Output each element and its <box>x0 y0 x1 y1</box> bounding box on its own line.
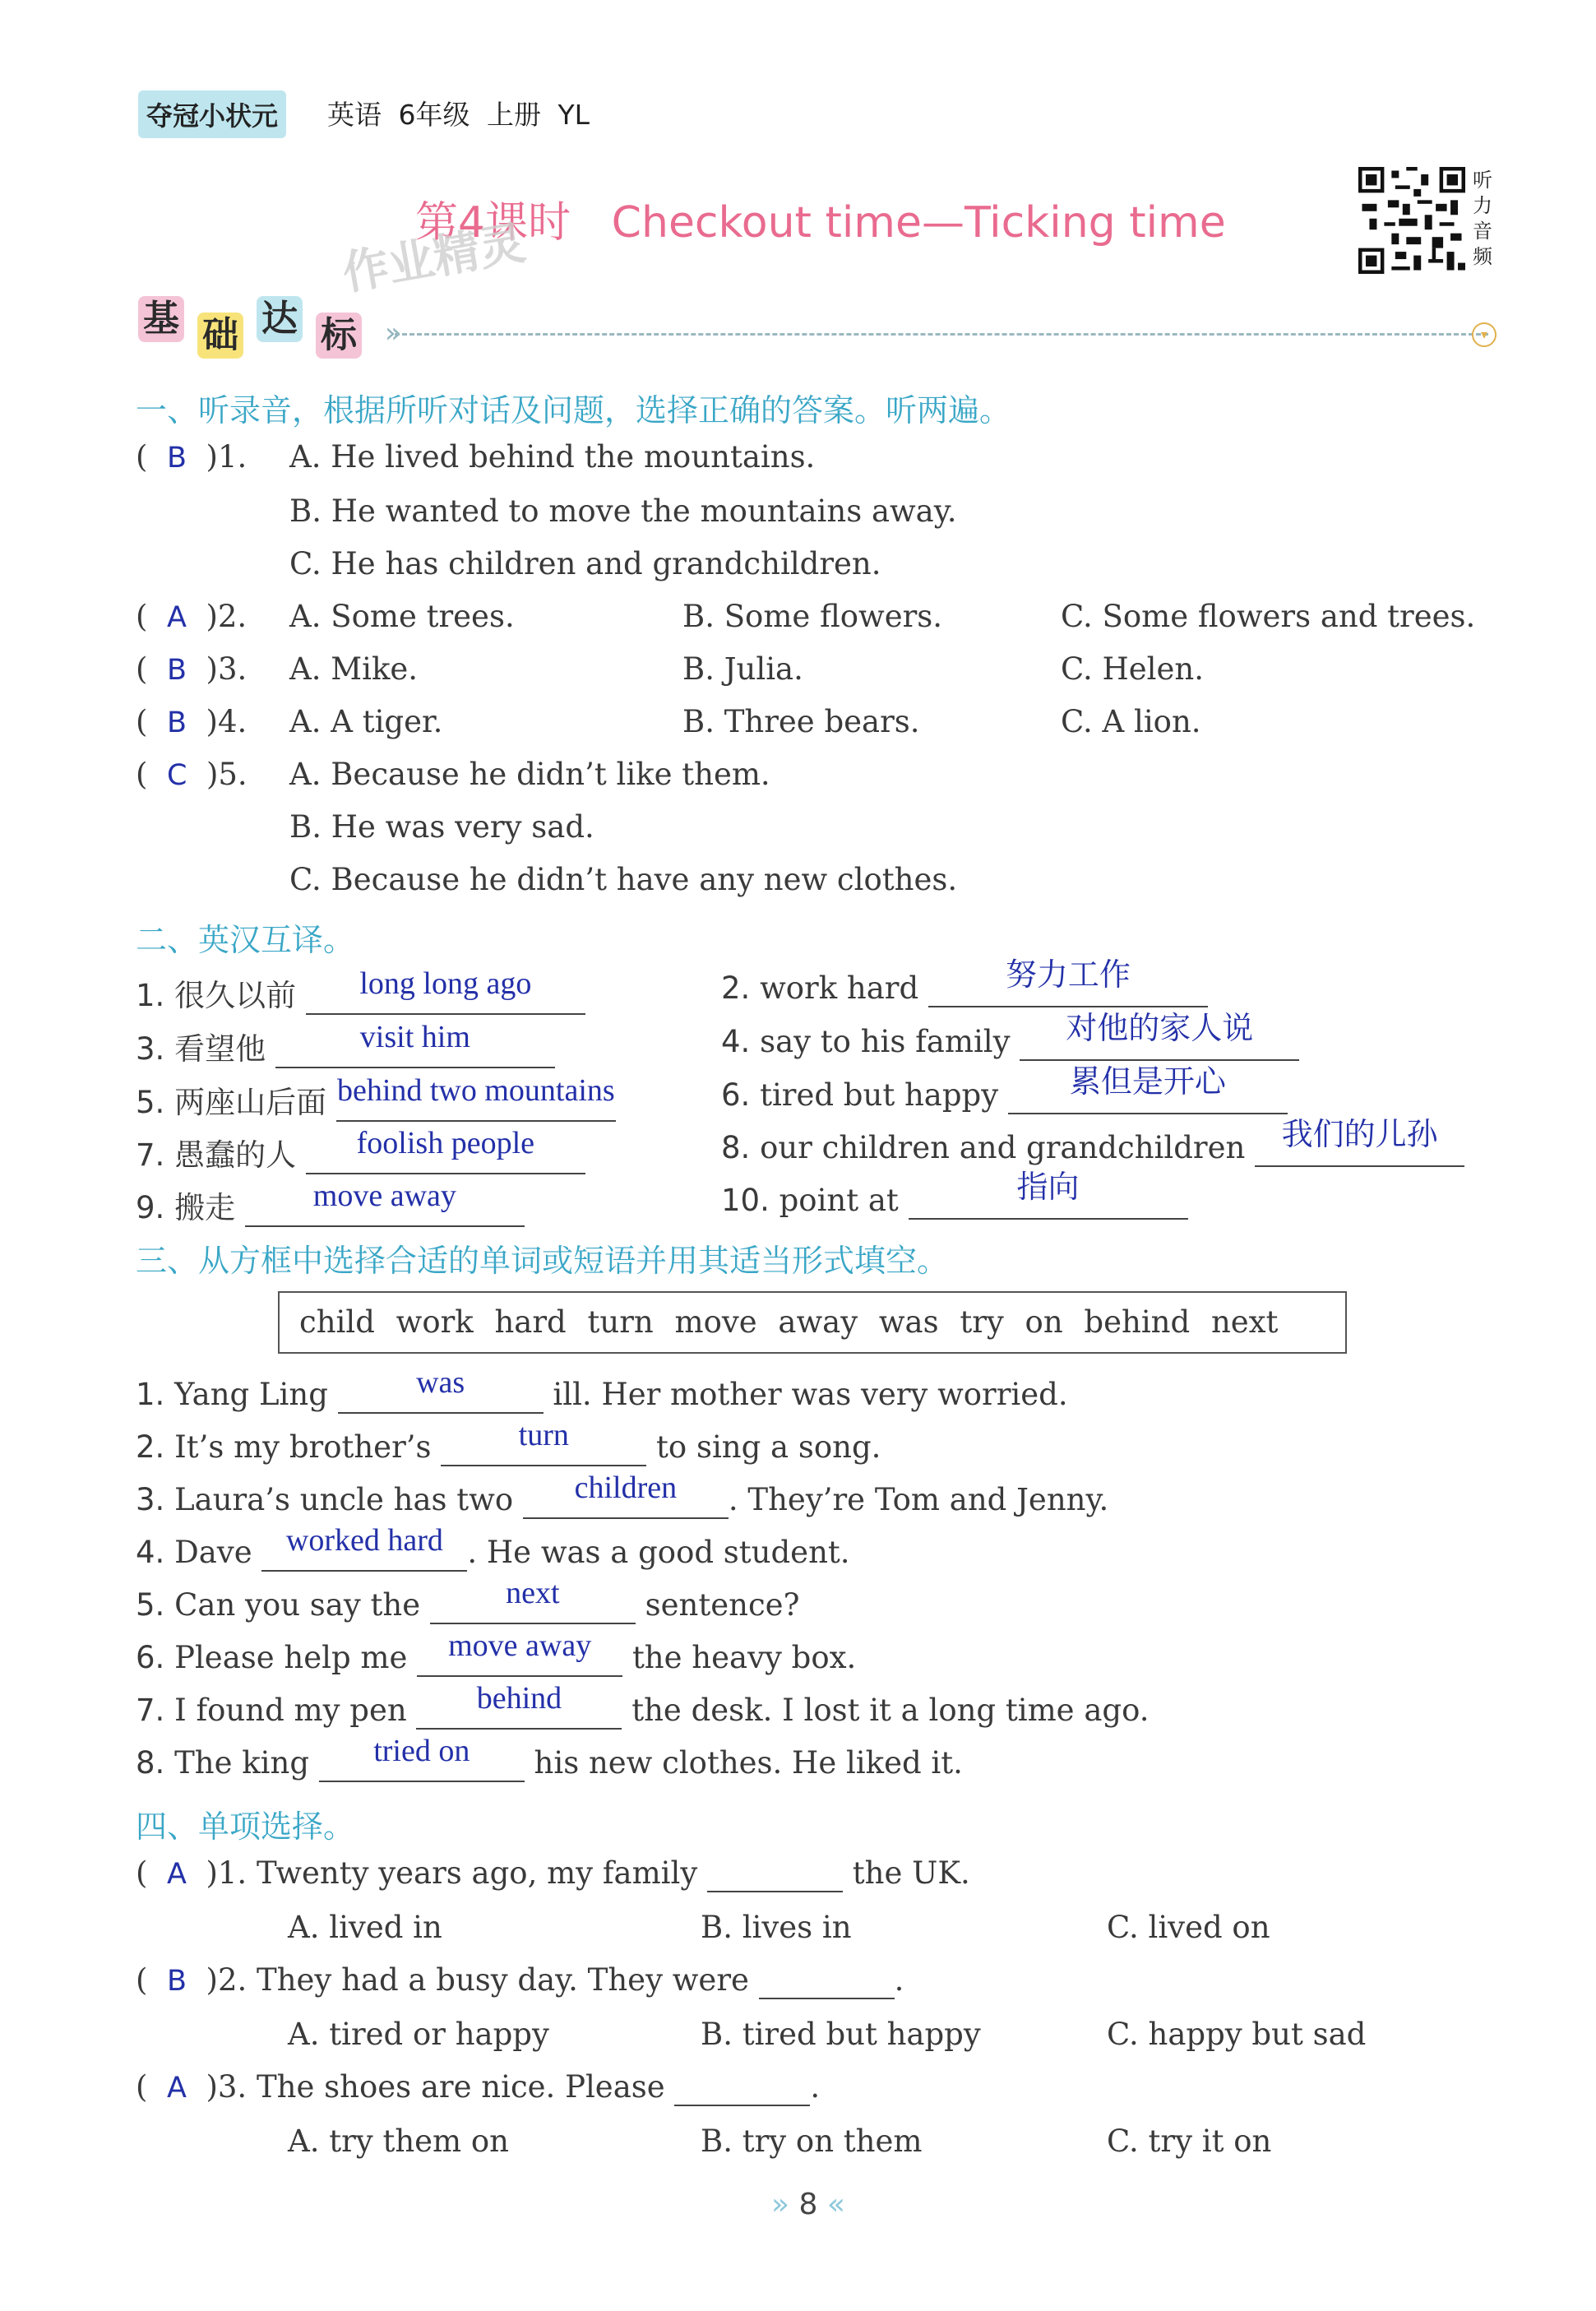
s2-item7: 7. 愚蠢的人 foolish people <box>136 1130 585 1174</box>
banner-char: 础 <box>197 313 243 359</box>
option: A. try them on <box>288 2123 510 2159</box>
option: B. He wanted to move the mountains away. <box>289 493 957 529</box>
audio-label-char: 力 <box>1473 194 1492 217</box>
s2-item3: 3. 看望他 visit him <box>136 1024 555 1068</box>
s3-item8: 8. The king tried on his new clothes. He liked it. <box>136 1734 963 1781</box>
option: B. try on them <box>701 2123 923 2159</box>
section4-heading: 四、单项选择。 <box>136 1809 355 1845</box>
s1-item5: ( C )5. <box>136 757 247 792</box>
qr-code-icon[interactable] <box>1358 167 1465 274</box>
banner-divider <box>395 333 1488 336</box>
option: C. A lion. <box>1061 704 1201 739</box>
s2-item9: 9. 搬走 move away <box>136 1183 525 1227</box>
watermark: 作业精灵 <box>338 215 530 301</box>
page-number-value: 8 <box>798 2188 818 2221</box>
s3-item6: 6. Please help me move away the heavy box. <box>136 1628 857 1675</box>
item-number: )5. <box>206 757 247 792</box>
answer-blank[interactable]: turn <box>441 1429 646 1466</box>
answer-choice: B <box>166 654 187 687</box>
option: B. Some flowers. <box>682 599 943 634</box>
option: C. He has children and grandchildren. <box>289 546 881 581</box>
option: C. Because he didn’t have any new clothes. <box>289 862 958 897</box>
item-number: )4. <box>206 704 247 739</box>
option: C. try it on <box>1107 2123 1272 2159</box>
answer-choice: A <box>166 601 187 634</box>
s2-item6: 6. tired but happy 累但是开心 <box>721 1077 1288 1114</box>
answer-blank[interactable]: long long ago <box>306 978 585 1015</box>
section3-heading: 三、从方框中选择合适的单词或短语并用其适当形式填空。 <box>136 1243 949 1279</box>
answer-blank[interactable] <box>674 2069 810 2106</box>
section2-heading: 二、英汉互译。 <box>136 922 355 958</box>
answer-choice: C <box>166 759 187 792</box>
answer-blank[interactable] <box>759 1962 895 1999</box>
s3-item5: 5. Can you say the next sentence? <box>136 1576 800 1623</box>
option: A. He lived behind the mountains. <box>289 439 816 475</box>
answer-choice: B <box>166 1965 187 1998</box>
item-number: )1. <box>206 439 247 475</box>
section1-heading: 一、听录音，根据所听对话及问题，选择正确的答案。听两遍。 <box>136 392 1011 428</box>
answer-blank[interactable]: 努力工作 <box>928 970 1208 1007</box>
option: A. tired or happy <box>288 2017 549 2052</box>
answer-blank[interactable]: 我们的儿孙 <box>1255 1130 1464 1167</box>
double-chevron-icon: » <box>385 317 402 350</box>
option: C. happy but sad <box>1107 2017 1367 2052</box>
item-number: )3. <box>206 651 247 687</box>
option: A. lived in <box>288 1910 442 1945</box>
answer-blank[interactable]: worked hard <box>261 1535 467 1572</box>
answer-blank[interactable]: behind two mountains <box>336 1085 616 1122</box>
s3-item7: 7. I found my pen behind the desk. I lost it a long time ago. <box>136 1681 1150 1728</box>
s3-item3: 3. Laura’s uncle has two children . They’re Tom and Jenny. <box>136 1470 1109 1517</box>
answer-blank[interactable] <box>707 1855 843 1892</box>
audio-label-char: 音 <box>1473 220 1492 243</box>
answer-choice: A <box>166 2072 187 2105</box>
audio-label <box>1470 168 1495 270</box>
banner-char: 标 <box>316 313 362 359</box>
s2-item10: 10. point at 指向 <box>721 1183 1188 1220</box>
option: C. Some flowers and trees. <box>1061 599 1476 634</box>
s3-item4: 4. Dave worked hard . He was a good student. <box>136 1523 850 1570</box>
item-number: )2. <box>206 599 247 634</box>
option: A. Mike. <box>289 651 419 687</box>
option: B. lives in <box>701 1910 852 1945</box>
s2-item4: 4. say to his family 对他的家人说 <box>721 1024 1299 1061</box>
s2-item5: 5. 两座山后面 behind two mountains <box>136 1073 615 1120</box>
option: C. lived on <box>1107 1910 1270 1945</box>
s3-item1: 1. Yang Ling was ill. Her mother was very worried. <box>136 1365 1068 1412</box>
banner-char: 基 <box>138 296 184 342</box>
answer-blank[interactable]: foolish people <box>306 1137 585 1174</box>
option: A. A tiger. <box>289 704 443 739</box>
audio-label-char: 频 <box>1473 245 1492 268</box>
answer-blank[interactable]: 指向 <box>909 1183 1188 1220</box>
double-chevron-left-icon: « <box>826 2188 845 2221</box>
answer-blank[interactable]: visit him <box>275 1031 555 1068</box>
word-bank-box: child work hard turn move away was try on behind next <box>278 1291 1347 1354</box>
s1-item1: ( B )1. <box>136 439 247 475</box>
answer-blank[interactable]: move away <box>417 1640 622 1677</box>
banner-char: 达 <box>257 296 303 342</box>
s1-item2: ( A )2. <box>136 599 247 634</box>
answer-blank[interactable]: 累但是开心 <box>1008 1077 1288 1114</box>
answer-choice: B <box>166 442 187 475</box>
answer-blank[interactable]: was <box>338 1377 544 1414</box>
s4-item1: ( A )1. Twenty years ago, my family the UK. <box>136 1855 970 1891</box>
s1-item3: ( B )3. <box>136 651 247 687</box>
answer-blank[interactable]: children <box>523 1482 729 1519</box>
s2-item2: 2. work hard 努力工作 <box>721 970 1208 1007</box>
page-number <box>771 2188 845 2221</box>
lesson-title: 第4课时 Checkout time—Ticking time <box>415 198 1226 248</box>
answer-blank[interactable]: next <box>430 1587 636 1624</box>
audio-label-char: 听 <box>1473 169 1492 192</box>
s4-item3: ( A )3. The shoes are nice. Please . <box>136 2069 821 2105</box>
answer-blank[interactable]: behind <box>416 1693 622 1730</box>
s1-item4: ( B )4. <box>136 704 247 739</box>
option: B. He was very sad. <box>289 809 594 845</box>
option: A. Some trees. <box>289 599 515 634</box>
s3-item2: 2. It’s my brother’s turn to sing a song. <box>136 1418 881 1465</box>
brand-label: 夺冠小状元 <box>138 90 286 138</box>
option: B. Three bears. <box>682 704 920 739</box>
s2-item8: 8. our children and grandchildren 我们的儿孙 <box>721 1130 1464 1167</box>
answer-blank[interactable]: tried on <box>319 1745 525 1782</box>
s4-item2: ( B )2. They had a busy day. They were . <box>136 1962 904 1998</box>
option: C. Helen. <box>1061 651 1204 687</box>
s2-item1: 1. 很久以前 long long ago <box>136 970 585 1015</box>
answer-blank[interactable]: move away <box>245 1190 525 1227</box>
option: A. Because he didn’t like them. <box>289 757 770 792</box>
answer-choice: B <box>166 706 187 739</box>
answer-blank[interactable]: 对他的家人说 <box>1020 1024 1299 1061</box>
answer-choice: A <box>166 1858 187 1891</box>
option: B. tired but happy <box>701 2017 981 2052</box>
option: B. Julia. <box>682 651 803 687</box>
double-chevron-right-icon: » <box>771 2188 790 2221</box>
chevron-down-circle-icon: ▾ <box>1472 322 1497 347</box>
book-meta: 英语 6年级 上册 YL <box>327 99 590 131</box>
